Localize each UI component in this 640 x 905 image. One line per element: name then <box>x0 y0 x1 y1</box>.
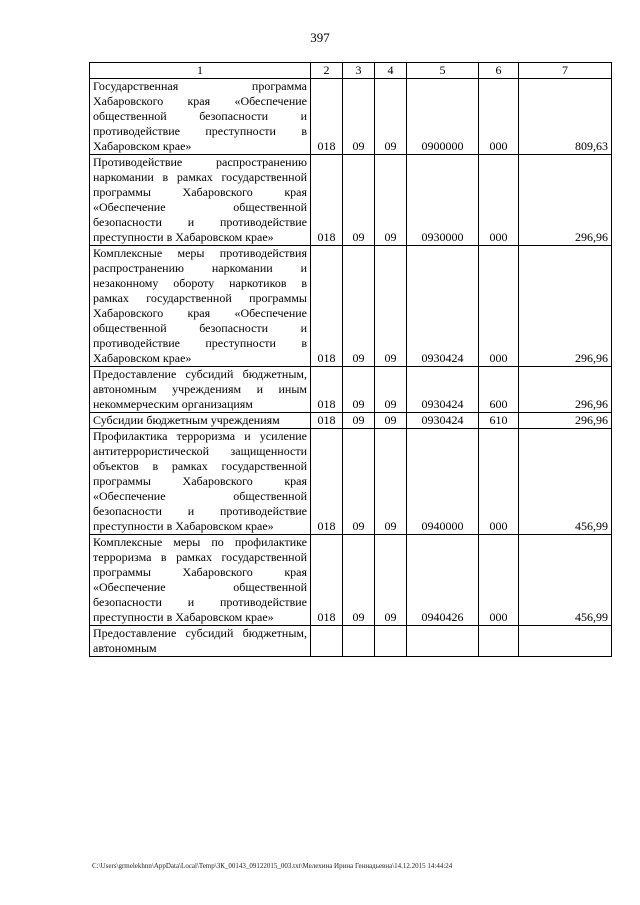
row-target-code: 0940426 <box>407 535 479 626</box>
row-ministry-code: 018 <box>311 413 343 429</box>
row-target-code: 0930000 <box>407 155 479 246</box>
table-header-row <box>90 63 612 79</box>
row-ministry-code: 018 <box>311 367 343 413</box>
row-section-code: 09 <box>343 246 375 367</box>
row-name: Комплексные меры противодействия распространению наркомании и незаконному обороту наркотиков в рамках государственной программы Хабаровского края «Обеспечение общественной безопасности и противодействие преступности в Хабаровском крае» <box>90 246 311 367</box>
row-target-code: 0900000 <box>407 79 479 155</box>
row-subsection-code <box>375 626 407 657</box>
row-name: Предоставление субсидий бюджетным, автономным учреждениям и иным некоммерческим организациям <box>90 367 311 413</box>
row-amount: 296,96 <box>519 413 612 429</box>
row-section-code: 09 <box>343 413 375 429</box>
table-row <box>90 246 612 367</box>
row-subsection-code: 09 <box>375 429 407 535</box>
table-row <box>90 79 612 155</box>
row-subsection-code: 09 <box>375 413 407 429</box>
row-name: Предоставление субсидий бюджетным, автономным <box>90 626 311 657</box>
row-target-code: 0940000 <box>407 429 479 535</box>
column-header-7: 7 <box>519 63 612 79</box>
row-subsection-code: 09 <box>375 535 407 626</box>
budget-table <box>89 62 612 657</box>
row-expense-type: 000 <box>479 155 519 246</box>
row-ministry-code: 018 <box>311 535 343 626</box>
row-section-code: 09 <box>343 429 375 535</box>
row-section-code: 09 <box>343 367 375 413</box>
row-expense-type: 000 <box>479 79 519 155</box>
row-expense-type <box>479 626 519 657</box>
row-amount: 296,96 <box>519 367 612 413</box>
row-subsection-code: 09 <box>375 246 407 367</box>
column-header-1: 1 <box>90 63 311 79</box>
column-header-6: 6 <box>479 63 519 79</box>
row-expense-type: 610 <box>479 413 519 429</box>
table-row <box>90 535 612 626</box>
table-row <box>90 413 612 429</box>
row-amount: 456,99 <box>519 535 612 626</box>
row-subsection-code: 09 <box>375 79 407 155</box>
row-name: Субсидии бюджетным учреждениям <box>90 413 311 429</box>
table-row <box>90 367 612 413</box>
row-expense-type: 000 <box>479 246 519 367</box>
table-row <box>90 155 612 246</box>
page-number: 397 <box>310 30 330 45</box>
row-name: Комплексные меры по профилактике терроризма в рамках государственной программы Хабаровского края «Обеспечение общественной безопасности и противодействие преступности в Хабаровском крае» <box>90 535 311 626</box>
row-name: Государственная программа Хабаровского края «Обеспечение общественной безопасности и противодействие преступности в Хабаровском крае» <box>90 79 311 155</box>
row-ministry-code <box>311 626 343 657</box>
row-target-code: 0930424 <box>407 413 479 429</box>
column-header-5: 5 <box>407 63 479 79</box>
row-expense-type: 600 <box>479 367 519 413</box>
row-subsection-code: 09 <box>375 155 407 246</box>
column-header-2: 2 <box>311 63 343 79</box>
row-section-code: 09 <box>343 155 375 246</box>
row-ministry-code: 018 <box>311 155 343 246</box>
row-subsection-code: 09 <box>375 367 407 413</box>
row-section-code: 09 <box>343 79 375 155</box>
row-name: Противодействие распространению наркомании в рамках государственной программы Хабаровского края «Обеспечение общественной безопасности и противодействие преступности в Хабаровском крае» <box>90 155 311 246</box>
row-amount <box>519 626 612 657</box>
row-ministry-code: 018 <box>311 79 343 155</box>
row-amount: 809,63 <box>519 79 612 155</box>
table-row <box>90 429 612 535</box>
row-amount: 296,96 <box>519 246 612 367</box>
row-section-code <box>343 626 375 657</box>
row-name: Профилактика терроризма и усиление антитеррористической защищенности объектов в рамках государственной программы Хабаровского края «Обеспечение общественной безопасности и противодействие преступности в Хабаровском крае» <box>90 429 311 535</box>
row-target-code <box>407 626 479 657</box>
column-header-3: 3 <box>343 63 375 79</box>
row-section-code: 09 <box>343 535 375 626</box>
row-amount: 456,99 <box>519 429 612 535</box>
row-amount: 296,96 <box>519 155 612 246</box>
row-ministry-code: 018 <box>311 429 343 535</box>
row-ministry-code: 018 <box>311 246 343 367</box>
row-target-code: 0930424 <box>407 367 479 413</box>
row-target-code: 0930424 <box>407 246 479 367</box>
row-expense-type: 000 <box>479 535 519 626</box>
column-header-4: 4 <box>375 63 407 79</box>
row-expense-type: 000 <box>479 429 519 535</box>
table-row <box>90 626 612 657</box>
file-path-footer: C:\Users\grmelekhnn\AppData\Local\Temp\ЗК_00143_09122015_003.txt\Мелехина Ирина Геннадьевна\14.12.2015 14:44:24 <box>92 862 453 870</box>
